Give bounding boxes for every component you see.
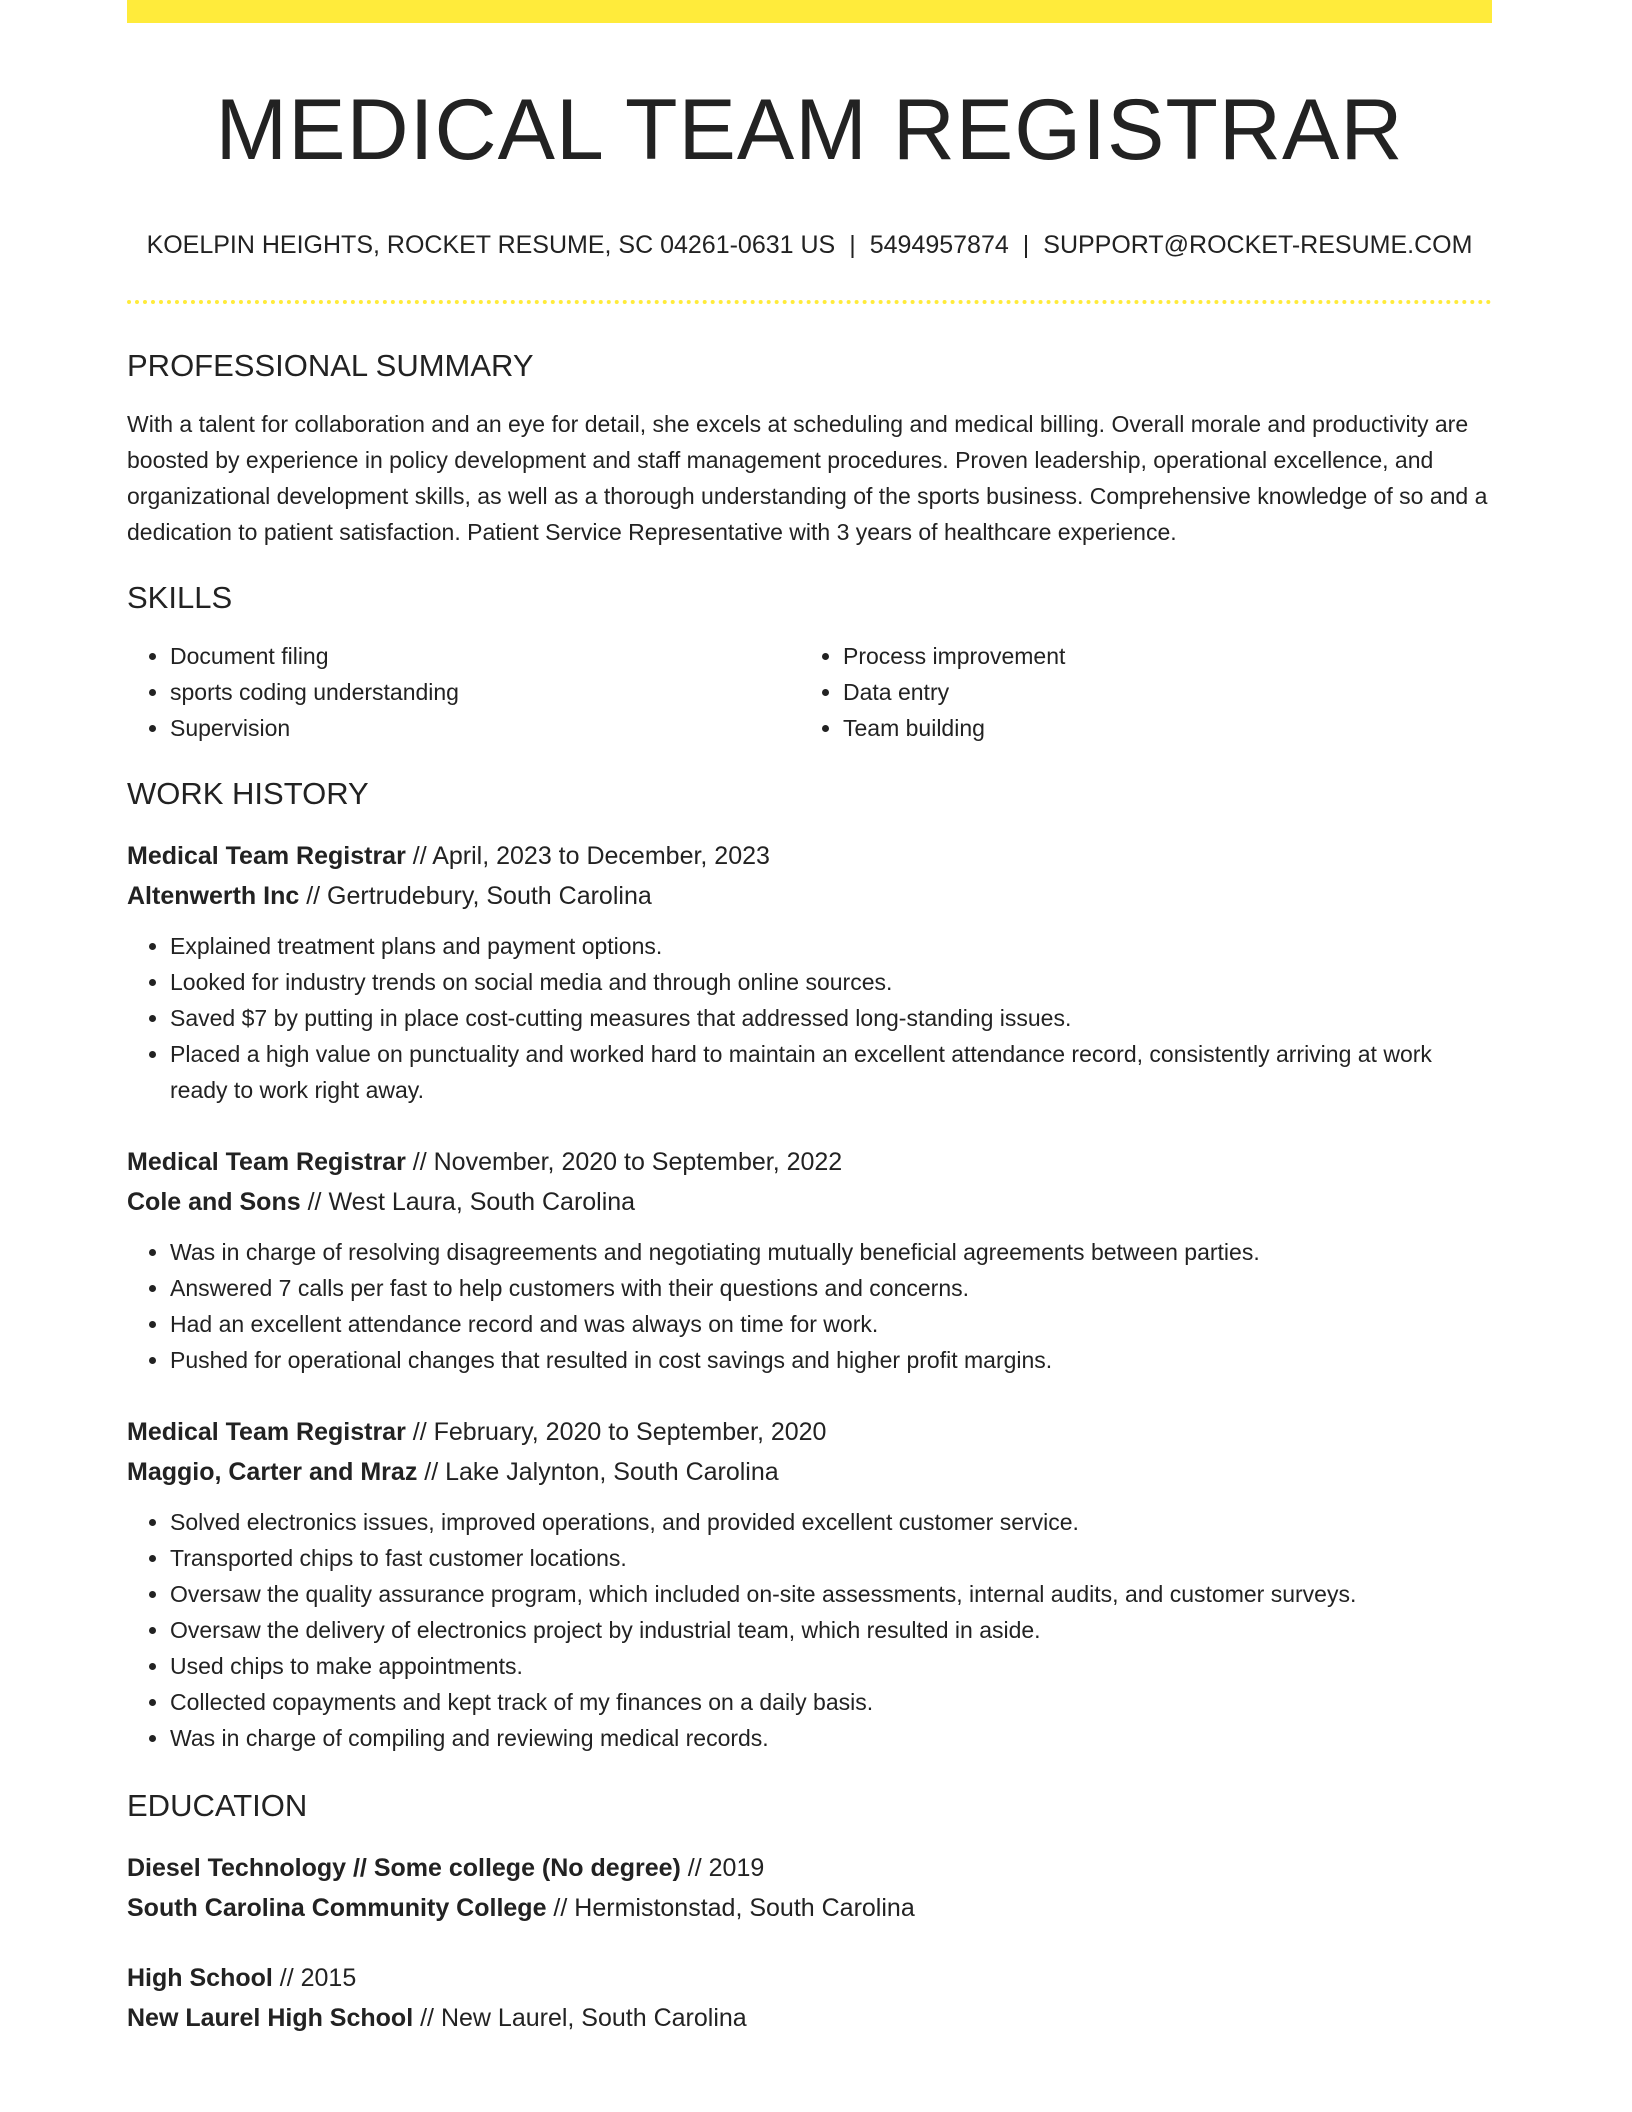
education-entry bbox=[127, 1848, 1492, 1928]
job-bullet: • Pushed for operational changes that resulted in cost savings and higher profit margins. bbox=[170, 1342, 1492, 1378]
job-location: West Laura, South Carolina bbox=[328, 1188, 636, 1216]
job-location: Lake Jalynton, South Carolina bbox=[445, 1458, 779, 1486]
resume-content bbox=[127, 0, 1492, 2038]
job-bullets bbox=[127, 1234, 1492, 1378]
education-separator: // bbox=[272, 1964, 301, 1992]
job-bullet: • Solved electronics issues, improved operations, and provided excellent customer service. bbox=[170, 1504, 1492, 1540]
contact-email: SUPPORT@ROCKET-RESUME.COM bbox=[1043, 231, 1473, 259]
job-dates: April, 2023 to December, 2023 bbox=[432, 842, 770, 870]
skills-list bbox=[127, 638, 1492, 746]
job-dates: November, 2020 to September, 2022 bbox=[433, 1148, 843, 1176]
job-separator: // bbox=[405, 1418, 434, 1446]
job-bullet: • Oversaw the quality assurance program, which included on-site assessments, internal audits, and customer surveys. bbox=[170, 1576, 1492, 1612]
job-bullet: • Was in charge of compiling and reviewing medical records. bbox=[170, 1720, 1492, 1756]
job-bullet: • Placed a high value on punctuality and worked hard to maintain an excellent attendance record, consistently arriving at work ready to work right away. bbox=[170, 1036, 1492, 1108]
candidate-name: MEDICAL TEAM REGISTRAR bbox=[215, 82, 1404, 178]
job-role: Medical Team Registrar bbox=[127, 842, 406, 870]
education-separator: // bbox=[546, 1894, 575, 1922]
job-bullet: • Collected copayments and kept track of my finances on a daily basis. bbox=[170, 1684, 1492, 1720]
job-bullet: • Oversaw the delivery of electronics project by industrial team, which resulted in aside. bbox=[170, 1612, 1492, 1648]
education-degree-line bbox=[127, 1848, 1492, 1888]
contact-address: KOELPIN HEIGHTS, ROCKET RESUME, SC 04261-0631 US bbox=[146, 231, 836, 259]
job-bullet: • Answered 7 calls per fast to help customers with their questions and concerns. bbox=[170, 1270, 1492, 1306]
job-company: Altenwerth Inc bbox=[127, 882, 300, 910]
education-school-line bbox=[127, 1998, 1492, 2038]
education-entry bbox=[127, 1958, 1492, 2038]
job-company-line bbox=[127, 1452, 1492, 1492]
job-bullet: • Saved $7 by putting in place cost-cutting measures that addressed long-standing issues. bbox=[170, 1000, 1492, 1036]
education-separator: // bbox=[413, 2004, 441, 2032]
education-school: New Laurel High School bbox=[127, 2004, 414, 2032]
education-location: Hermistonstad, South Carolina bbox=[574, 1894, 915, 1922]
work-history-heading: WORK HISTORY bbox=[127, 776, 369, 811]
header-divider bbox=[127, 300, 1492, 304]
skill-item: • Supervision bbox=[170, 710, 800, 746]
job-dates: February, 2020 to September, 2020 bbox=[433, 1418, 827, 1446]
job-company: Maggio, Carter and Mraz bbox=[127, 1458, 418, 1486]
contact-separator: | bbox=[1022, 231, 1030, 259]
job-bullets bbox=[127, 928, 1492, 1108]
job-title-line bbox=[127, 836, 1492, 876]
job-bullet: • Was in charge of resolving disagreements and negotiating mutually beneficial agreements between parties. bbox=[170, 1234, 1492, 1270]
education-heading: EDUCATION bbox=[127, 1788, 308, 1823]
education-separator: // bbox=[680, 1854, 709, 1882]
skill-item: • Data entry bbox=[843, 674, 1473, 710]
job-company: Cole and Sons bbox=[127, 1188, 301, 1216]
job-bullet: • Explained treatment plans and payment options. bbox=[170, 928, 1492, 964]
education-degree: Diesel Technology // Some college (No degree) bbox=[127, 1854, 681, 1882]
job-bullet: • Had an excellent attendance record and was always on time for work. bbox=[170, 1306, 1492, 1342]
job-separator: // bbox=[405, 842, 433, 870]
skill-item: • Process improvement bbox=[843, 638, 1473, 674]
job-role: Medical Team Registrar bbox=[127, 1418, 406, 1446]
education-location: New Laurel, South Carolina bbox=[440, 2004, 747, 2032]
summary-heading: PROFESSIONAL SUMMARY bbox=[127, 348, 534, 383]
contact-separator: | bbox=[849, 231, 856, 259]
education-year: 2019 bbox=[708, 1854, 765, 1882]
job-title-line bbox=[127, 1142, 1492, 1182]
education-school-line bbox=[127, 1888, 1492, 1928]
skills-column-right bbox=[800, 638, 1473, 746]
job-bullets bbox=[127, 1504, 1492, 1756]
job-company-line bbox=[127, 1182, 1492, 1222]
job-separator: // bbox=[417, 1458, 446, 1486]
job-separator: // bbox=[299, 882, 328, 910]
summary-text: With a talent for collaboration and an eye for detail, she excels at scheduling and medical billing. Overall morale and productivity are boosted by experience in policy development and staff management procedures. Proven leadership, operational excellence, and organizational development skills, as well as a thorough understanding of the sports business. Comprehensive knowledge of so and a dedication to patient satisfaction. Patient Service Representative with 3 years of healthcare experience. bbox=[127, 411, 1488, 545]
education-year: 2015 bbox=[300, 1964, 357, 1992]
skill-item: • Team building bbox=[843, 710, 1473, 746]
skills-column-left bbox=[127, 638, 800, 746]
job-location: Gertrudebury, South Carolina bbox=[327, 882, 652, 910]
job-bullet: • Looked for industry trends on social media and through online sources. bbox=[170, 964, 1492, 1000]
job-entry bbox=[127, 1412, 1492, 1756]
job-separator: // bbox=[405, 1148, 434, 1176]
contact-line bbox=[127, 230, 1492, 260]
education-degree-line bbox=[127, 1958, 1492, 1998]
job-bullet: • Used chips to make appointments. bbox=[170, 1648, 1492, 1684]
job-bullet: • Transported chips to fast customer locations. bbox=[170, 1540, 1492, 1576]
job-entry bbox=[127, 836, 1492, 1108]
job-company-line bbox=[127, 876, 1492, 916]
contact-phone: 5494957874 bbox=[869, 231, 1009, 259]
skill-item: • sports coding understanding bbox=[170, 674, 800, 710]
job-role: Medical Team Registrar bbox=[127, 1148, 406, 1176]
education-degree: High School bbox=[127, 1964, 273, 1992]
education-school: South Carolina Community College bbox=[127, 1894, 547, 1922]
skills-heading: SKILLS bbox=[127, 580, 233, 615]
job-separator: // bbox=[300, 1188, 329, 1216]
job-title-line bbox=[127, 1412, 1492, 1452]
skill-item: • Document filing bbox=[170, 638, 800, 674]
job-entry bbox=[127, 1142, 1492, 1378]
